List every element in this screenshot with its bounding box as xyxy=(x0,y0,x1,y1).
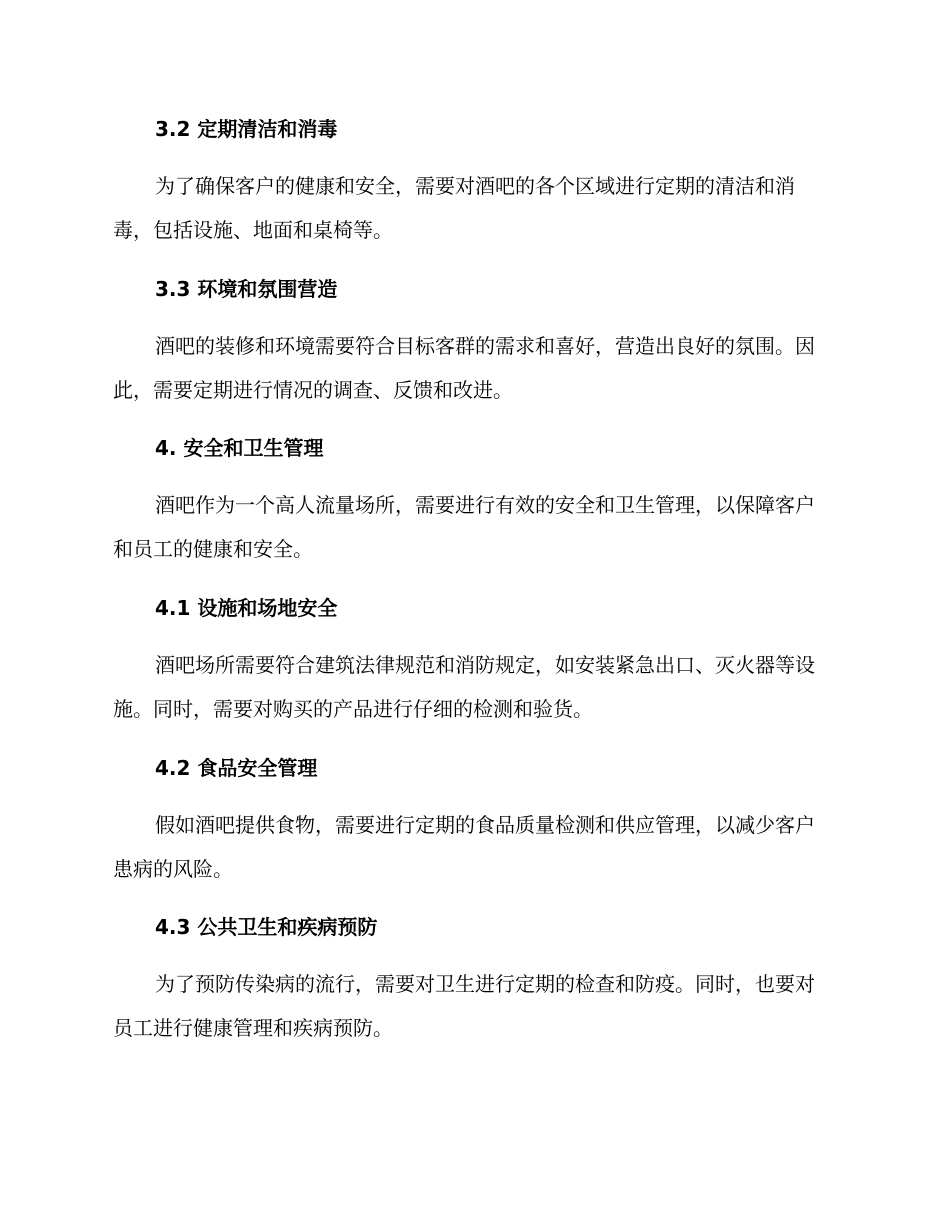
section-heading-4-3: 4.3 公共卫生和疾病预防 xyxy=(155,915,378,939)
section-body-4-1: 酒吧场所需要符合建筑法律规范和消防规定，如安装紧急出口、灭火器等设施。同时，需要对购买的产品进行仔细的检测和验货。 xyxy=(113,653,815,721)
section-heading-4: 4. 安全和卫生管理 xyxy=(155,436,324,460)
section-heading-4-1: 4.1 设施和场地安全 xyxy=(155,596,338,620)
section-heading-3-3: 3.3 环境和氛围营造 xyxy=(155,277,338,301)
section-heading-3-2: 3.2 定期清洁和消毒 xyxy=(155,117,338,141)
section-body-4-3: 为了预防传染病的流行，需要对卫生进行定期的检查和防疫。同时，也要对员工进行健康管理和疾病预防。 xyxy=(113,972,815,1040)
section-body-4: 酒吧作为一个高人流量场所，需要进行有效的安全和卫生管理，以保障客户和员工的健康和安全。 xyxy=(113,493,815,561)
section-body-4-2: 假如酒吧提供食物，需要进行定期的食品质量检测和供应管理，以减少客户患病的风险。 xyxy=(113,813,815,881)
section-body-3-2: 为了确保客户的健康和安全，需要对酒吧的各个区域进行定期的清洁和消毒，包括设施、地面和桌椅等。 xyxy=(113,174,795,242)
section-body-3-3: 酒吧的装修和环境需要符合目标客群的需求和喜好，营造出良好的氛围。因此，需要定期进行情况的调查、反馈和改进。 xyxy=(113,334,815,402)
section-heading-4-2: 4.2 食品安全管理 xyxy=(155,756,318,780)
